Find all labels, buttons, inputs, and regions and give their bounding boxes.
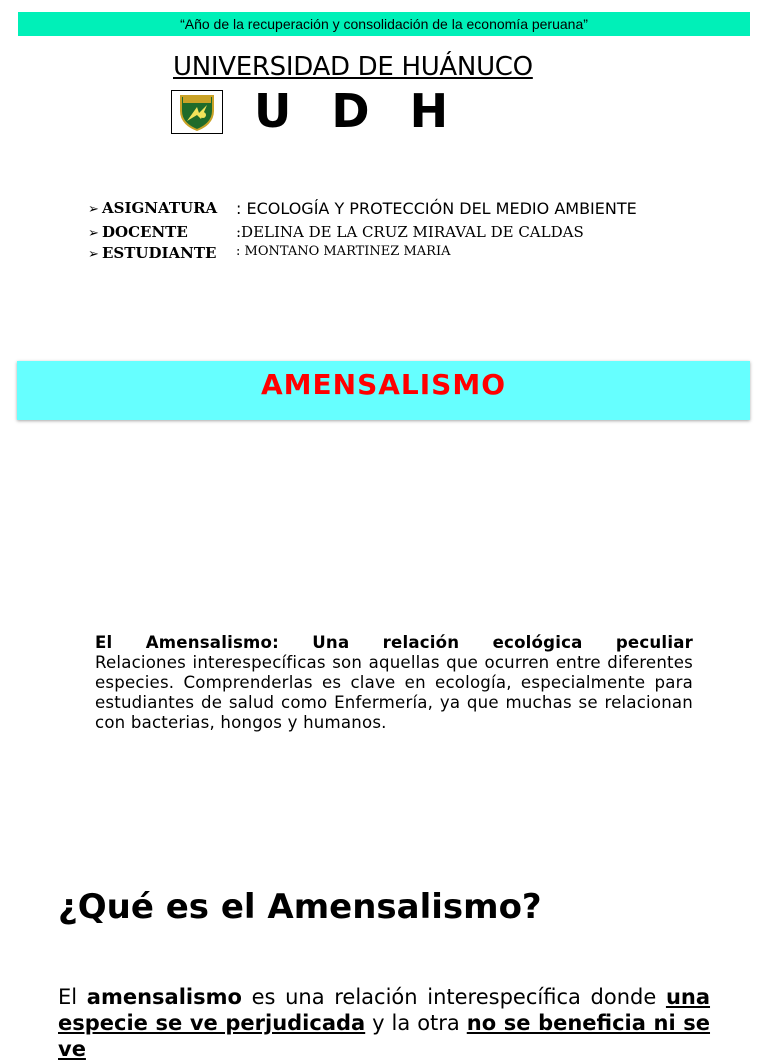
definition-neutral: no se beneficia ni se ve xyxy=(58,1011,711,1061)
definition-text: es una relación interespecífica donde xyxy=(241,985,666,1009)
info-label: ASIGNATURA xyxy=(102,199,218,217)
intro-heading: El Amensalismo: Una relación ecológica peculiar xyxy=(95,633,693,652)
motto-bar xyxy=(18,12,750,36)
info-value: : ECOLOGÍA Y PROTECCIÓN DEL MEDIO AMBIENTE xyxy=(236,199,637,218)
info-row-asignatura xyxy=(88,199,637,218)
banner-title: AMENSALISMO xyxy=(260,368,507,401)
intro-paragraph xyxy=(95,633,693,733)
info-label: ESTUDIANTE xyxy=(102,244,217,262)
university-title: UNIVERSIDAD DE HUÁNUCO xyxy=(173,52,533,82)
info-row-estudiante xyxy=(88,244,451,262)
info-value: :DELINA DE LA CRUZ MIRAVAL DE CALDAS xyxy=(236,223,584,241)
bullet-arrow-icon: ➢ xyxy=(88,202,99,217)
definition-harmed: una especie se ve perjudicada xyxy=(58,985,711,1035)
definition-term: amensalismo xyxy=(86,985,242,1009)
motto-text: “Año de la recuperación y consolidación de la economía peruana” xyxy=(180,16,588,32)
university-shield-logo-icon xyxy=(175,93,219,131)
bullet-arrow-icon: ➢ xyxy=(88,247,99,262)
university-logo xyxy=(171,90,223,134)
info-label: DOCENTE xyxy=(102,223,188,241)
university-acronym: U D H xyxy=(254,84,461,138)
bullet-arrow-icon: ➢ xyxy=(88,226,99,241)
intro-body: Relaciones interespecíficas son aquellas que ocurren entre diferentes especies. Comprenderlas es clave en ecología, especialmente para estudiantes de salud como Enfermería, ya que muchas se relacionan con bacterias, hongos y humanos. xyxy=(95,653,693,732)
definition-text: El xyxy=(58,985,87,1009)
section-banner xyxy=(17,361,750,420)
info-row-docente xyxy=(88,223,584,241)
definition-text: y la otra xyxy=(365,1011,467,1035)
question-heading: ¿Qué es el Amensalismo? xyxy=(58,887,542,927)
definition-paragraph xyxy=(58,984,710,1062)
info-value: : MONTANO MARTINEZ MARIA xyxy=(236,244,451,259)
